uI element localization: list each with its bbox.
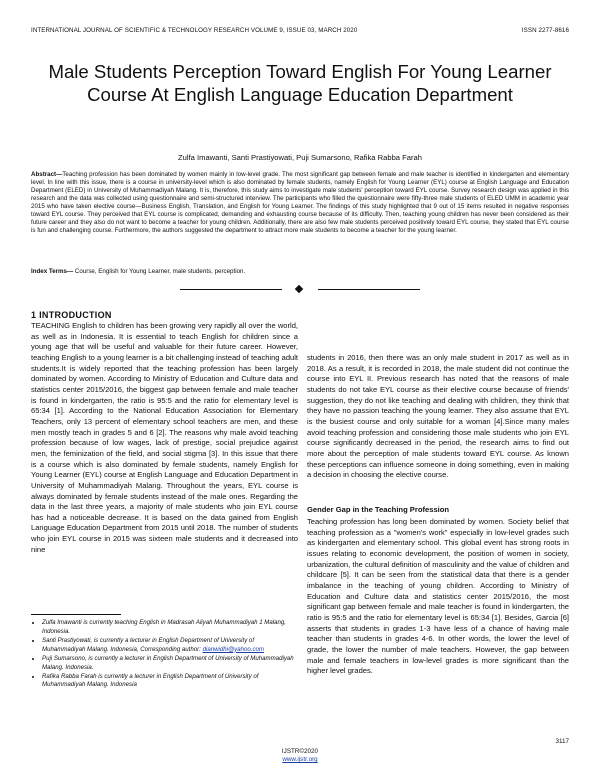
journal-name: INTERNATIONAL JOURNAL OF SCIENTIFIC & TECHNOLOGY RESEARCH VOLUME 9, ISSUE 03, MARCH 2020 — [31, 27, 358, 34]
separator-line-left — [180, 289, 282, 290]
running-header — [31, 27, 569, 34]
footnote-item: • Santi Prastiyowati, is currently a lecturer in English Department of University of Muhammadiyah Malang. Indonesia, Corresponding author: dianwidhi@yahoo.com — [42, 637, 298, 654]
email-link[interactable]: dianwidhi@yahoo.com — [202, 645, 264, 653]
section-heading: 1 INTRODUCTION — [31, 310, 112, 320]
paper-title: Male Students Perception Toward English For Young Learner Course At English Language Education Department — [48, 61, 552, 105]
diamond-icon — [295, 285, 303, 293]
abstract-text: Teaching profession has been dominated by women mainly in low-level grade. The most significant gap between female and male teacher is identified in kindergarten and elementary level. In line with this issue, there is a course in university-level which is also dominated by female students, namely English for Young Learner (EYL) course at English Language and Education Department (ELED) in University of Muhammadiyah Malang. It is, therefore, this study aims to investigate male students' perception toward EYL course. Survey research design was applied in this research and the data was collected using questionnaire and semi-structured interview. The participants who filled the questionnaire were fifty-three male students of ELED UMM in academic year 2015 who have taken elective course—Business English, Translation, and English for Young Learner. The findings of this study highlighted that 9 out of 15 items resulted in negative responses toward EYL course. They perceived that EYL course is complicated, demanding and exhausting course because of its difficulty. Then, teaching young children has never been considered as their future career and they also do not want to become a teacher for young children. Additionally, there are also few male students perceived positively toward EYL course, they stated that EYL course is fun and challenging course. Furthermore, the authors suggested the department to attract more male students to become a teacher for the young learner. — [31, 171, 569, 234]
index-terms — [31, 268, 569, 275]
abstract: Abstract—Teaching profession has been dominated by women mainly in low-level grade. The most significant gap between female and male teacher is identified in kindergarten and elementary level. In line with this issue, there is a course in university-level which is also dominated by female students, namely English for Young Learner (EYL) course at English Language and Education Department (ELED) in University of Muhammadiyah Malang. It is, therefore, this study aims to investigate male students' perception toward EYL course. Survey research design was applied in this research and the data was collected using questionnaire and semi-structured interview. The participants who filled the questionnaire were fifty-three male students of ELED UMM in academic year 2015 who have taken elective course—Business English, Translation, and English for Young Learner. The findings of this study highlighted that 9 out of 15 items resulted in negative responses toward EYL course. They perceived that EYL course is complicated, demanding and exhausting course because of its difficulty. Then, teaching young children has never been considered as their future career and they also do not want to become a teacher for young children. Additionally, there are also few male students perceived positively toward EYL course, they stated that EYL course is fun and challenging course. Furthermore, the authors suggested the department to attract more male students to become a teacher for the young learner. — [31, 171, 569, 234]
section-separator — [180, 285, 420, 295]
body-text-left-column: TEACHING English to children has been growing very rapidly all over the world, as well as in Indonesia. It is essential to teach English for children since a young age that will be useful and valuable for their future career. However, teaching English to a young learner is a bit challenging instead of teaching adult students.It is widely reported that the teaching profession has been largely dominated by women. According to Ministry of Education and Culture data and statistics center 2015/2016, the biggest gap between female and male teacher is found in kindergarten, the ratio is 95:5 and the ratio for elementary level is 65:34 [1]. According to the National Education Association for Elementary Teachers, only 13 percent of elementary school teachers are men, and these men mostly teach in grades 5 and 6 [2]. The reasons why male avoid teaching profession because of low wages, lack of prestige, social prejudice against men, the feminization of the field, and social stigma [3]. In this issue that there is a course which is also dominated by female students, namely English for Young Learner (EYL) course at English Language and Education Department in University of Muhammadiyah Malang. Throughout the years, EYL course is always dominated by female students instead of the male ones. Regarding the data in the last three years, a majority of male students who join EYL course has had a noticeable decrease. It is based on the data gained from English Language Education Department from 2015 until 2018. The number of students who join EYL course in 2015 was sixteen male students and it decreased into nine — [31, 321, 298, 554]
body-text-right-column: students in 2016, then there was an only male student in 2017 as well as in 2018. As a result, it is recorded in 2018, the male student did not continue the course into EYL II. Previous research has noted that the reasons of male students do not take EYL course as their elective course because of friends' suggestion, they do not like teaching and dealing with children, they think that they have no passion teaching the young learner. They also assume that EYL is the busiest course and only suitable for a woman [4].Since many males avoid teaching profession and considering those male students who join EYL course significantly decreased in the period, the research aims to find out more about the perception of male students toward EYL course. As known these perceptions can influence someone in doing something, even in making a decision in choosing the elective course. — [307, 353, 569, 480]
footnote-rule — [31, 614, 121, 615]
page-number: 3117 — [555, 738, 569, 745]
index-terms-text: Course, English for Young Learner, male students, perception. — [74, 268, 246, 275]
footnote-item: • Puji Sumarsono, is currently a lecturer in English Department of University of Muhammadiyah Malang. Indonesia. — [42, 655, 298, 672]
footnote-item: • Rafika Rabba Farah is currently a lecturer in English Department of University of Muhammadiyah Malang. Indonesia — [42, 673, 298, 690]
index-terms-label: Index Terms— — [31, 268, 74, 275]
author-list: Zulfa Imawanti, Santi Prastiyowati, Puji Sumarsono, Rafika Rabba Farah — [178, 153, 422, 162]
footer-copyright: IJSTR©2020 — [281, 748, 319, 755]
issn: ISSN 2277-8616 — [521, 27, 569, 34]
footer-url — [0, 756, 600, 763]
subsection-heading: Gender Gap in the Teaching Profession — [307, 505, 450, 514]
journal-link[interactable]: www.ijstr.org — [282, 756, 318, 763]
separator-line-right — [318, 289, 420, 290]
abstract-label: Abstract — [31, 171, 57, 178]
body-text-right-column-2: Teaching profession has long been dominated by women. Society belief that teaching profession as a "women's work" especially in low-level grades such as kindergarten and elementary school. This global event has strong roots in issues relating to economic development, the position of women in society, urbanization, the cultural definition of masculinity and the value of children and childcare [5]. It can be seen from the statistical data that there is a gender imbalance in the teaching of young children. According to Ministry of Education and Culture data and statistics center 2015/2016, the most significant gap between female and male teacher is found in kindergarten, the ratio is 95:5 and the ratio for elementary level is 65:34 [1]. Besides, Garcia [6] asserts that students in grades 1-3 have less of a chance of having male teacher than students in grades 4-6. In other words, the lower the level of grade, the lower the number of male teachers. However, the gap between male and female teachers in low-level grades is more significant than the higher level grades. — [307, 517, 569, 676]
footnote-item: • Zulfa Imawanti is currently teaching English in Madrasah Aliyah Muhammadiyah 1 Malang, Indonesia. — [42, 619, 298, 636]
footnotes — [31, 619, 298, 691]
